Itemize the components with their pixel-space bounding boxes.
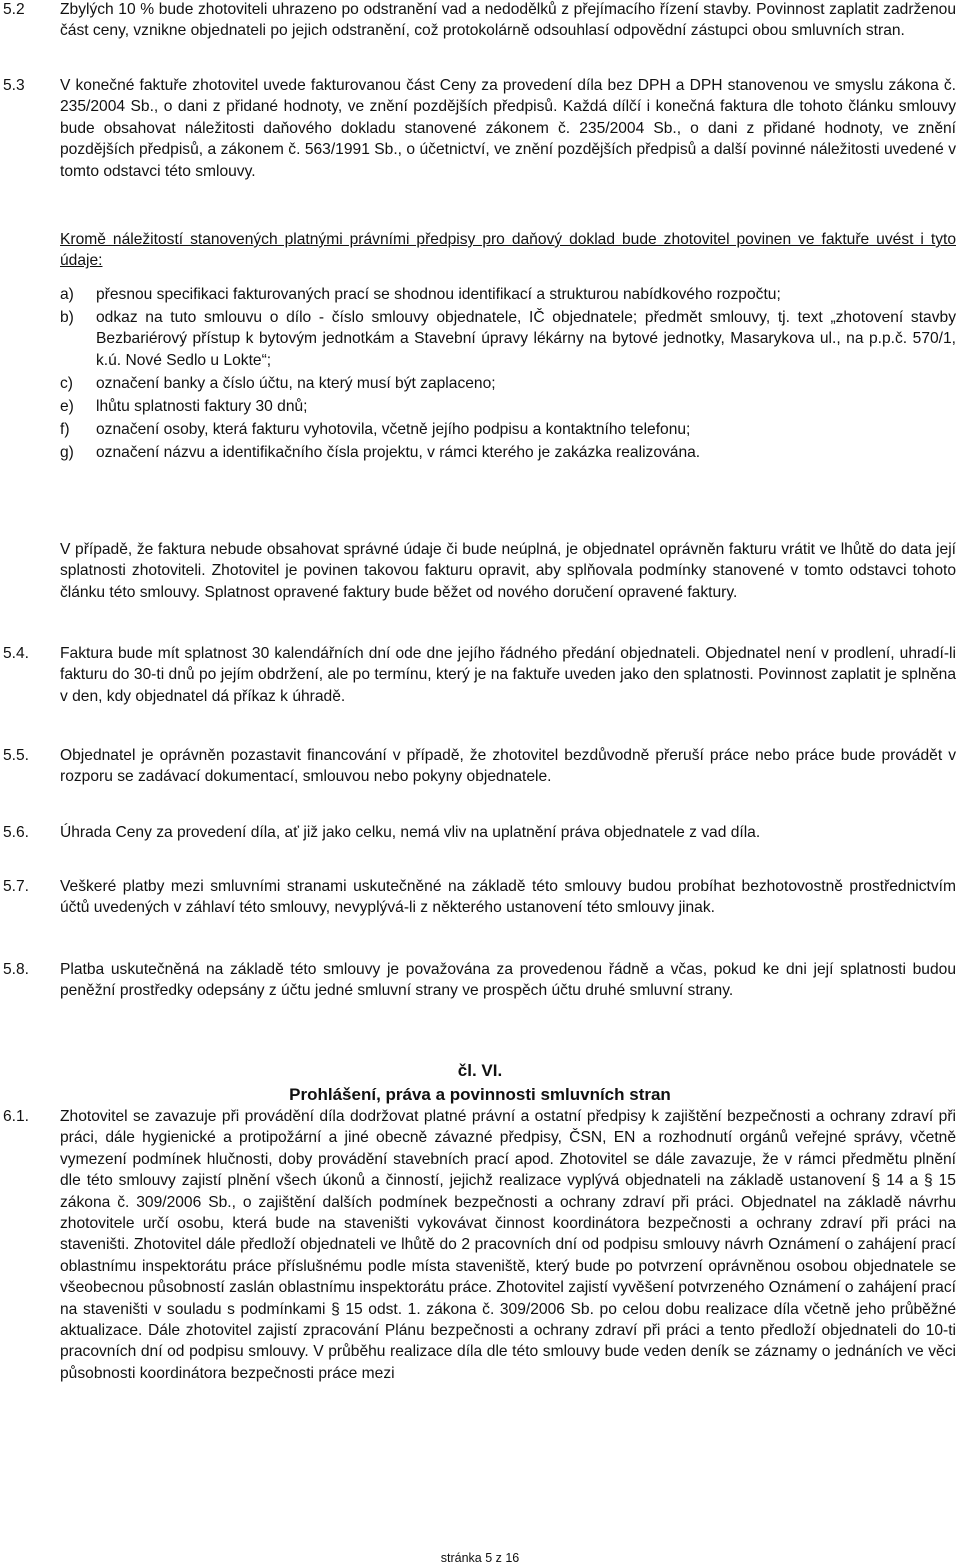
section-text: Úhrada Ceny za provedení díla, ať již jako celku, nemá vliv na uplatnění práva objednatele z vad díla. <box>60 824 761 841</box>
section-number: 5.8. <box>3 961 30 978</box>
section-text: Zhotovitel se zavazuje při provádění díla dodržovat platné právní a ostatní předpisy k zajištění bezpečnosti a ochrany zdraví při práci, dále hygienické a protipožární a jiné obecně závazné předpisy, ČSN, EN a rozhodnutí orgánů veřejné správy, včetně vymezení podmínek hlučnosti, doby provádění stavebních prací apod. Zhotovitel se dále zavazuje, že v rámci předmětu plnění dle této smlouvy zajistí plnění všech úkonů a činností, jejichž realizace vyplývá objednateli na základě ustanovení § 14 a § 15 zákona č. 309/2006 Sb., o zajištění dalších podmínek bezpečnosti a ochrany zdraví při práci. Objednatel na základě návrhu zhotovitele určí osobu, která bude na staveništi vykovávat činnost koordinátora bezpečnosti a ochrany zdraví při práci na staveništi. Zhotovitel dále předloží objednateli ve lhůtě do 2 pracovních dní od podpisu smlouvy návrh Oznámení o zahájení prací oblastnímu inspektorátu práce příslušnému podle místa staveniště, který bude po potvrzení oprávněnou osobou objednatele se všeobecnou působností zaslán oblastnímu inspektorátu práce. Zhotovitel zajistí vyvěšení potvrzeného Oznámení o zahájení prací na staveništi v souladu s podmínkami § 15 odst. 1. zákona č. 309/2006 Sb. po celou dobu realizace díla včetně jeho průběžné aktualizace. Dále zhotovitel zajistí zpracování Plánu bezpečnosti a ochrany zdraví při práci a tento předloží objednateli do 10-ti pracovních dní od podpisu smlouvy. V průběhu realizace díla dle této smlouvy bude veden deník se záznamy o jednáních ve věci působnosti koordinátora bezpečnosti práce mezi <box>60 1108 956 1382</box>
page-number: stránka 5 z 16 <box>440 1551 520 1565</box>
section-text: Faktura bude mít splatnost 30 kalendářních dní ode dne jejího řádného předání objednateli. Objednatel není v prodlení, uhradí-li fakturu do 30-ti dnů po jejím obdržení, ale po termínu, který je na faktuře uveden jako den splatnosti. Povinnost zaplatit je splněna v den, kdy objednatel dá příkaz k úhradě. <box>60 645 956 705</box>
list-item <box>60 419 956 440</box>
invoice-requirements-intro: Kromě náležitostí stanovených platnými právními předpisy pro daňový doklad bude zhotovitel povinen ve faktuře uvést i tyto údaje: <box>60 231 956 270</box>
section-text: Objednatel je oprávněn pozastavit financování v případě, že zhotovitel bezdůvodně přeruší práce nebo práce bude provádět v rozporu se zadávací dokumentací, smlouvou nebo pokyny objednatele. <box>60 747 956 786</box>
section-5-3 <box>3 75 956 182</box>
list-item-label: g) <box>60 443 74 461</box>
section-number: 5.3 <box>3 77 25 94</box>
section-number: 5.5. <box>3 747 30 764</box>
list-item <box>60 373 956 394</box>
list-item <box>60 307 956 371</box>
list-item-text: odkaz na tuto smlouvu o dílo - číslo smlouvy objednatele, IČ objednatele; předmět smlouvy, tj. text „zhotovení stavby Bezbariérový přístup k bytovým jednotkám a Stavební úpravy lékárny na bytové jednotky, Masarykova ul., na p.p.č. 570/1, k.ú. Nové Sedlo u Lokte“; <box>96 309 956 369</box>
list-item-text: přesnou specifikaci fakturovaných prací se shodnou identifikací a strukturou nabídkového rozpočtu; <box>96 286 781 303</box>
list-item-label: e) <box>60 397 74 415</box>
section-text: Veškeré platby mezi smluvními stranami uskutečněné na základě této smlouvy budou probíhat bezhotovostně prostřednictvím účtů uvedených v záhlaví této smlouvy, nevyplývá-li z některého ustanovení této smlouvy jinak. <box>60 878 956 917</box>
section-5-6 <box>3 822 956 843</box>
list-item-text: označení banky a číslo účtu, na který musí být zaplaceno; <box>96 374 496 392</box>
section-6-1 <box>3 1106 956 1384</box>
section-number: 6.1. <box>3 1108 30 1125</box>
list-item-text: označení názvu a identifikačního čísla projektu, v rámci kterého je zakázka realizována. <box>96 443 701 461</box>
list-item <box>60 442 956 463</box>
article-title: Prohlášení, práva a povinnosti smluvních stran <box>289 1085 671 1104</box>
list-item <box>60 396 956 417</box>
section-text: Zbylých 10 % bude zhotoviteli uhrazeno po odstranění vad a nedodělků z přejímacího řízení stavby. Povinnost zaplatit zadrženou část ceny, vznikne objednateli po jejich odstranění, což protokolárně odsouhlasí odpovědní zástupci obou smluvních stran. <box>60 1 956 40</box>
section-text: V konečné faktuře zhotovitel uvede fakturovanou část Ceny za provedení díla bez DPH a DPH stanovenou ve smyslu zákona č. 235/2004 Sb., o dani z přidané hodnoty, ve znění pozdějších předpisů. Každá dílčí i konečná faktura dle tohoto článku smlouvy bude obsahovat náležitosti daňového dokladu stanovené zákonem č. 235/2004 Sb., o dani z přidané hodnoty, ve znění pozdějších předpisů, a zákonem č. 563/1991 Sb., o účetnictví, ve znění pozdějších předpisů a další povinné náležitosti uvedené v tomto odstavci této smlouvy. <box>60 77 956 180</box>
list-item <box>60 284 956 305</box>
section-5-2 <box>3 0 956 42</box>
section-number: 5.2 <box>3 1 25 18</box>
invalid-invoice-paragraph: V případě, že faktura nebude obsahovat správné údaje či bude neúplná, je objednatel oprávněn fakturu vrátit ve lhůtě do data její splatnosti zhotoviteli. Zhotovitel je povinen takovou fakturu opravit, aby splňovala podmínky stanovené v tomto odstavci tohoto článku této smlouvy. Splatnost opravené faktury bude běžet od nového doručení opravené faktury. <box>60 541 956 601</box>
section-number: 5.4. <box>3 645 30 662</box>
section-number: 5.7. <box>3 878 30 895</box>
list-item-label: f) <box>60 420 70 438</box>
section-5-4 <box>3 643 956 707</box>
list-item-label: c) <box>60 374 73 392</box>
list-item-text: označení osoby, která fakturu vyhotovila, včetně jejího podpisu a kontaktního telefonu; <box>96 420 691 438</box>
section-5-8 <box>3 959 956 1002</box>
list-item-text: lhůtu splatnosti faktury 30 dnů; <box>96 397 308 415</box>
section-number: 5.6. <box>3 824 30 841</box>
list-item-label: b) <box>60 309 74 326</box>
section-text: Platba uskutečněná na základě této smlouvy je považována za provedenou řádně a včas, pokud ke dni její splatnosti budou peněžní prostředky odepsány z účtu jedné smluvní strany ve prospěch účtu druhé smluvní strany. <box>60 961 956 1000</box>
invoice-requirements-list <box>60 284 956 465</box>
list-item-label: a) <box>60 286 74 303</box>
section-5-5 <box>3 745 956 788</box>
article-number: čl. VI. <box>457 1061 503 1080</box>
section-5-7 <box>3 876 956 919</box>
